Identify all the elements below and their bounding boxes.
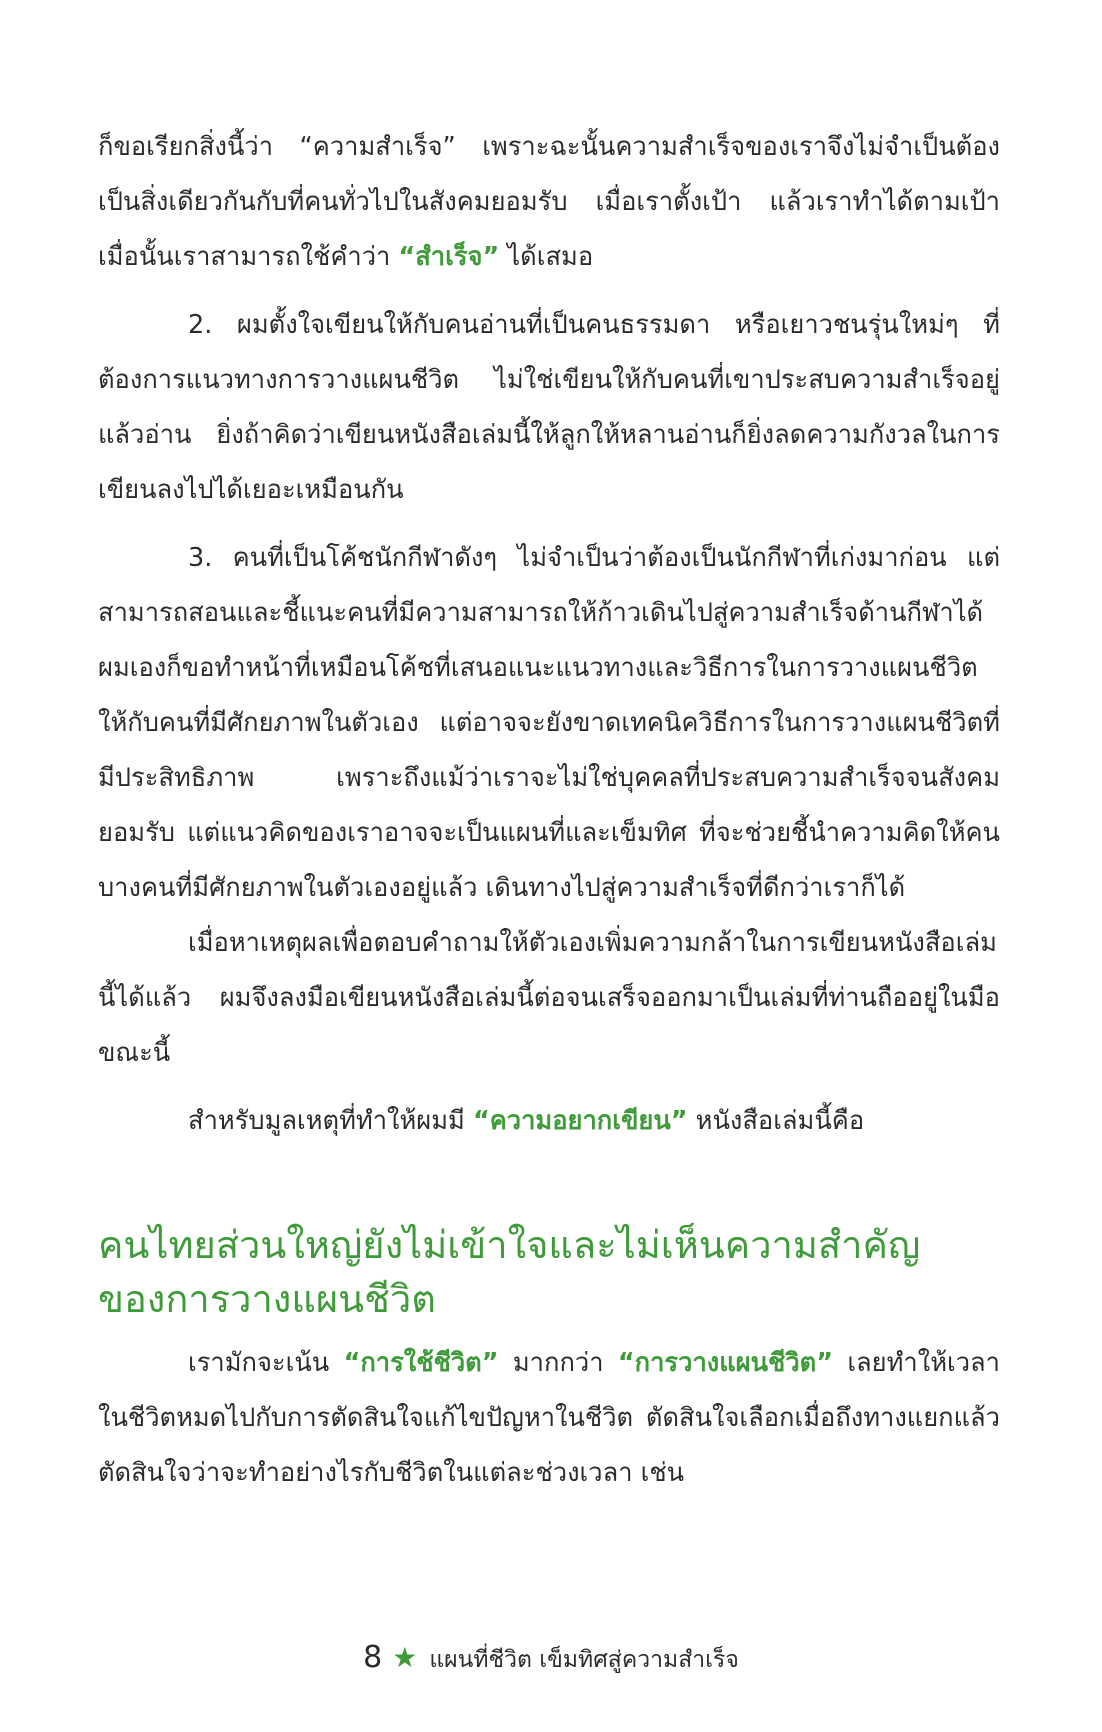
book-title: แผนที่ชีวิต เข็มทิศสู่ความสำเร็จ: [429, 1647, 739, 1673]
paragraph-5: [98, 1094, 1000, 1149]
highlight-living: “การใช้ชีวิต”: [343, 1348, 499, 1378]
star-icon: ★: [392, 1641, 418, 1674]
paragraph-6: [98, 1336, 1000, 1501]
section-heading: [98, 1218, 1000, 1326]
paragraph-text: เรามักจะเน้น: [188, 1348, 344, 1378]
paragraph-text: เลยทำให้เวลาในชีวิตหมดไปกับการตัดสินใจแก้ไขปัญหาในชีวิต ตัดสินใจเลือกเมื่อถึงทางแยกแล้ว ตัดสินใจว่าจะทำอย่างไรกับชีวิตในแต่ละช่วงเวลา เช่น: [98, 1348, 1000, 1488]
section-heading-line-1: คนไทยส่วนใหญ่ยังไม่เข้าใจและไม่เห็นความสำคัญ: [98, 1223, 921, 1267]
highlight-life-planning: “การวางแผนชีวิต”: [617, 1348, 833, 1378]
page-footer: [0, 1640, 1102, 1678]
paragraph-text: ก็ขอเรียกสิ่งนี้ว่า “ความสำเร็จ” เพราะฉะนั้นความสำเร็จของเราจึงไม่จำเป็นต้องเป็นสิ่งเดียวกันกับที่คนทั่วไปในสังคมยอมรับ เมื่อเราตั้งเป้า แล้วเราทำได้ตามเป้า เมื่อนั้นเราสามารถใช้คำว่า: [98, 132, 1000, 272]
paragraph-3: 3. คนที่เป็นโค้ชนักกีฬาดังๆ ไม่จำเป็นว่าต้องเป็นนักกีฬาที่เก่งมาก่อน แต่สามารถสอนและชี้แนะคนที่มีความสามารถให้ก้าวเดินไปสู่ความสำเร็จด้านกีฬาได้ ผมเองก็ขอทำหน้าที่เหมือนโค้ชที่เสนอแนะแนวทางและวิธีการในการวางแผนชีวิตให้กับคนที่มีศักยภาพในตัวเอง แต่อาจจะยังขาดเทคนิควิธีการในการวางแผนชีวิตที่มีประสิทธิภาพ เพราะถึงแม้ว่าเราจะไม่ใช่บุคคลที่ประสบความสำเร็จจนสังคมยอมรับ แต่แนวคิดของเราอาจจะเป็นแผนที่และเข็มทิศ ที่จะช่วยชี้นำความคิดให้คนบางคนที่มีศักยภาพในตัวเองอยู่แล้ว เดินทางไปสู่ความสำเร็จที่ดีกว่าเราก็ได้: [98, 543, 1000, 903]
highlight-desire-to-write: “ความอยากเขียน”: [472, 1106, 688, 1136]
paragraph-4: เมื่อหาเหตุผลเพื่อตอบคำถามให้ตัวเองเพิ่มความกล้าในการเขียนหนังสือเล่มนี้ได้แล้ว ผมจึงลงมือเขียนหนังสือเล่มนี้ต่อจนเสร็จออกมาเป็นเล่มที่ท่านถืออยู่ในมือขณะนี้: [98, 928, 1000, 1068]
paragraph-2: 2. ผมตั้งใจเขียนให้กับคนอ่านที่เป็นคนธรรมดา หรือเยาวชนรุ่นใหม่ๆ ที่ต้องการแนวทางการวางแผนชีวิต ไม่ใช่เขียนให้กับคนที่เขาประสบความสำเร็จอยู่แล้วอ่าน ยิ่งถ้าคิดว่าเขียนหนังสือเล่มนี้ให้ลูกให้หลานอ่านก็ยิ่งลดความกังวลในการเขียนลงไปได้เยอะเหมือนกัน: [98, 310, 1000, 505]
paragraph-text: สำหรับมูลเหตุที่ทำให้ผมมี: [188, 1106, 473, 1136]
paragraph-text: มากกว่า: [498, 1348, 618, 1378]
section-body: [98, 1336, 1000, 1501]
paragraph-text: ได้เสมอ: [499, 242, 594, 272]
paragraph-1: [98, 120, 1000, 285]
section-heading-line-2: ของการวางแผนชีวิต: [98, 1277, 436, 1321]
page-number: 8: [363, 1640, 383, 1675]
body-text: [98, 120, 1000, 1149]
paragraph-text: หนังสือเล่มนี้คือ: [687, 1106, 865, 1136]
highlight-success: “สำเร็จ”: [398, 242, 500, 272]
